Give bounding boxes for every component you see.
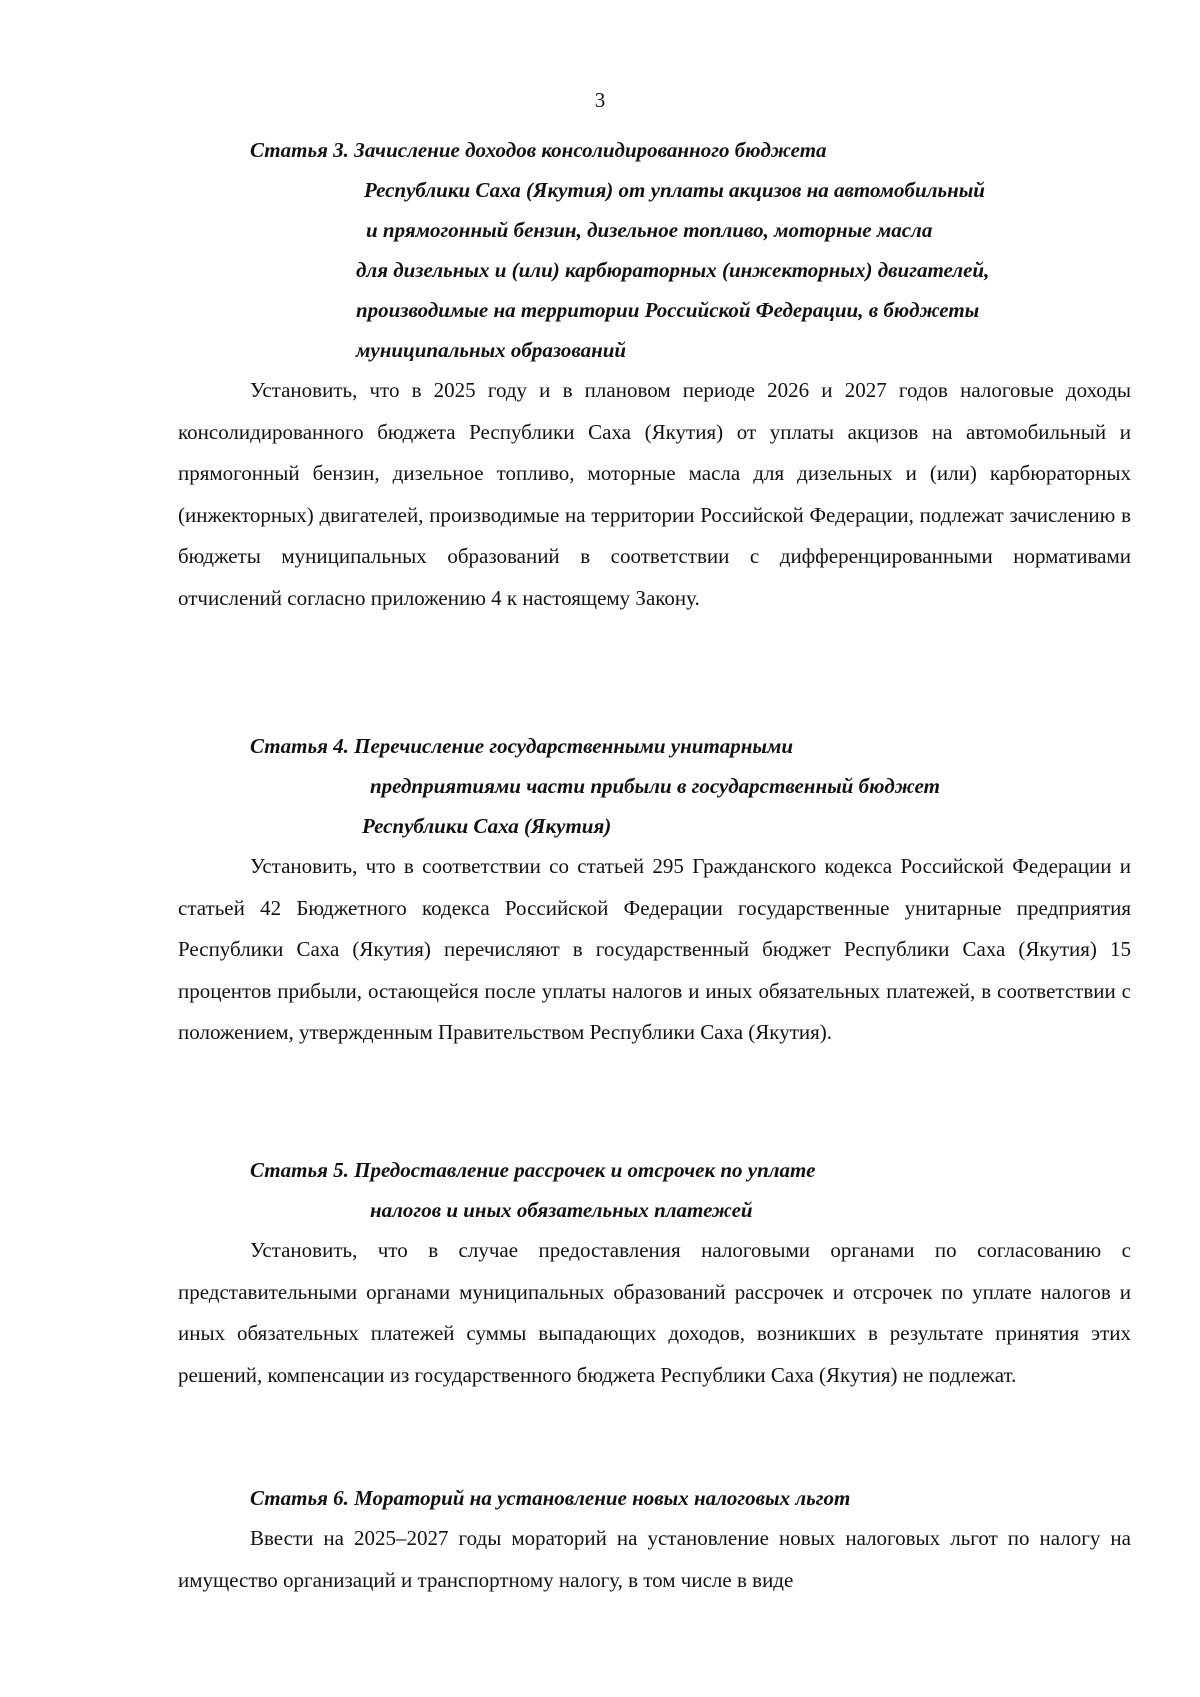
article-5-heading-line-2: налогов и иных обязательных платежей <box>370 1198 753 1222</box>
article-4-paragraph: Установить, что в соответствии со статьей 295 Гражданского кодекса Российской Федерации и статьей 42 Бюджетного кодекса Российской Федерации государственные унитарные предприятия Республики Саха (Якутия) перечисляют в государственный бюджет Республики Саха (Якутия) 15 процентов прибыли, остающейся после уплаты налогов и иных обязательных платежей, в соответствии с положением, утвержденным Правительством Республики Саха (Якутия). <box>178 854 1131 1044</box>
article-6 <box>0 1478 1200 1601</box>
article-5 <box>0 1150 1200 1396</box>
article-4-heading-line-1: Статья 4. Перечисление государственными унитарными <box>250 734 794 758</box>
article-4-heading-line-3: Республики Саха (Якутия) <box>362 814 612 838</box>
article-4-body <box>178 846 1131 1054</box>
article-5-heading <box>0 1150 1200 1230</box>
article-3-paragraph: Установить, что в 2025 году и в плановом периоде 2026 и 2027 годов налоговые доходы консолидированного бюджета Республики Саха (Якутия) от уплаты акцизов на автомобильный и прямогонный бензин, дизельное топливо, моторные масла для дизельных и (или) карбюраторных (инжекторных) двигателей, производимые на территории Российской Федерации, подлежат зачислению в бюджеты муниципальных образований в соответствии с дифференцированными нормативами отчислений согласно приложению 4 к настоящему Закону. <box>178 378 1131 610</box>
page-number: 3 <box>594 88 606 112</box>
article-4-heading <box>0 726 1200 846</box>
article-3-heading-line-6: муниципальных образований <box>356 338 627 362</box>
article-6-body <box>178 1518 1131 1601</box>
article-3-heading <box>0 130 1200 370</box>
article-3-heading-line-1: Статья 3. Зачисление доходов консолидированного бюджета <box>250 138 827 162</box>
article-3-heading-line-4: для дизельных и (или) карбюраторных (инжекторных) двигателей, <box>356 258 990 282</box>
article-4 <box>0 726 1200 1054</box>
article-3-heading-line-5: производимые на территории Российской Федерации, в бюджеты <box>356 298 980 322</box>
article-3-body <box>178 370 1131 619</box>
article-6-heading-line-1: Статья 6. Мораторий на установление новых налоговых льгот <box>250 1486 851 1510</box>
article-3 <box>0 130 1200 619</box>
article-3-heading-line-2: Республики Саха (Якутия) от уплаты акцизов на автомобильный <box>364 178 985 202</box>
article-5-heading-line-1: Статья 5. Предоставление рассрочек и отсрочек по уплате <box>250 1158 816 1182</box>
article-5-body <box>178 1230 1131 1396</box>
article-3-heading-line-3: и прямогонный бензин, дизельное топливо, моторные масла <box>366 218 933 242</box>
article-6-heading <box>0 1478 1200 1518</box>
article-6-paragraph: Ввести на 2025–2027 годы мораторий на установление новых налоговых льгот по налогу на имущество организаций и транспортному налогу, в том числе в виде <box>178 1526 1131 1592</box>
article-4-heading-line-2: предприятиями части прибыли в государственный бюджет <box>370 774 940 798</box>
article-5-paragraph: Установить, что в случае предоставления налоговыми органами по согласованию с представительными органами муниципальных образований рассрочек и отсрочек по уплате налогов и иных обязательных платежей суммы выпадающих доходов, возникших в результате принятия этих решений, компенсации из государственного бюджета Республики Саха (Якутия) не подлежат. <box>178 1238 1131 1387</box>
